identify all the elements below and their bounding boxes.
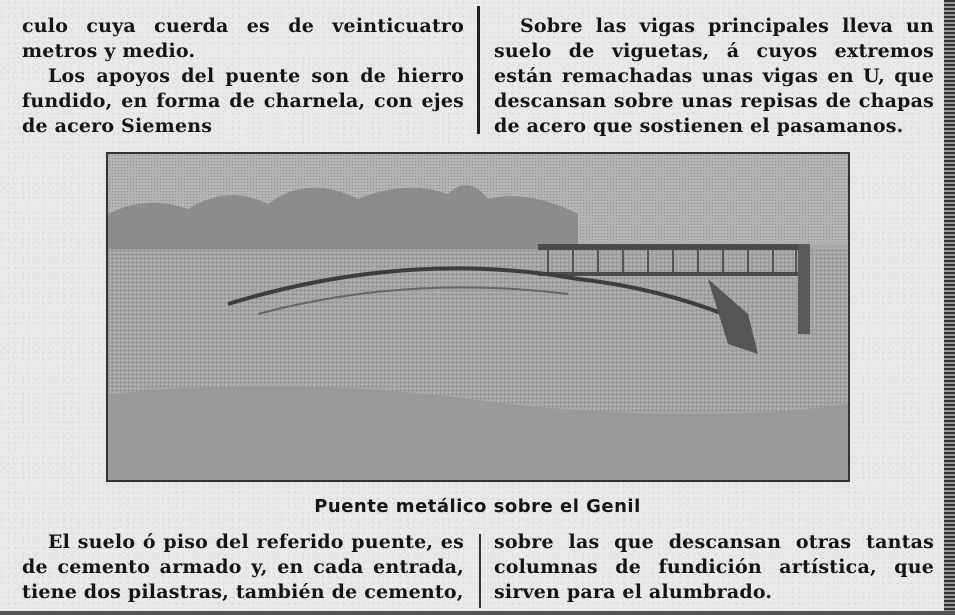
top-left-paragraph-1: culo cuya cuerda es de veinticuatro metros y medio. <box>22 15 464 62</box>
top-left-paragraph-2: Los apoyos del puente son de hierro fundido, en forma de charnela, con ejes de acero Siemens <box>22 65 464 137</box>
bottom-right-paragraph-1: sobre las que descansan otras tantas columnas de fundición artística, que sirven para el alumbrado. <box>494 531 934 603</box>
bottom-right-column <box>494 530 934 605</box>
top-right-paragraph-1: Sobre las vigas principales lleva un suelo de viguetas, á cuyos extremos están remachadas unas vigas en U, que descansan sobre unas repisas de chapas de acero que sostienen el pasamanos. <box>494 15 934 137</box>
bridge-photo <box>106 152 850 482</box>
column-divider-bottom <box>479 534 481 608</box>
top-left-column <box>22 14 464 139</box>
photo-caption: Puente metálico sobre el Genil <box>314 496 641 517</box>
top-right-column <box>494 14 934 139</box>
page-edge-right <box>944 0 955 615</box>
column-divider-top <box>477 6 480 134</box>
bottom-left-paragraph-1: El suelo ó piso del referido puente, es de cemento armado y, en cada entrada, tiene dos pilastras, también de cemento, <box>22 531 464 603</box>
bottom-left-column <box>22 530 464 605</box>
page-edge-bottom <box>0 611 955 615</box>
bridge-photo-illustration <box>108 154 848 480</box>
